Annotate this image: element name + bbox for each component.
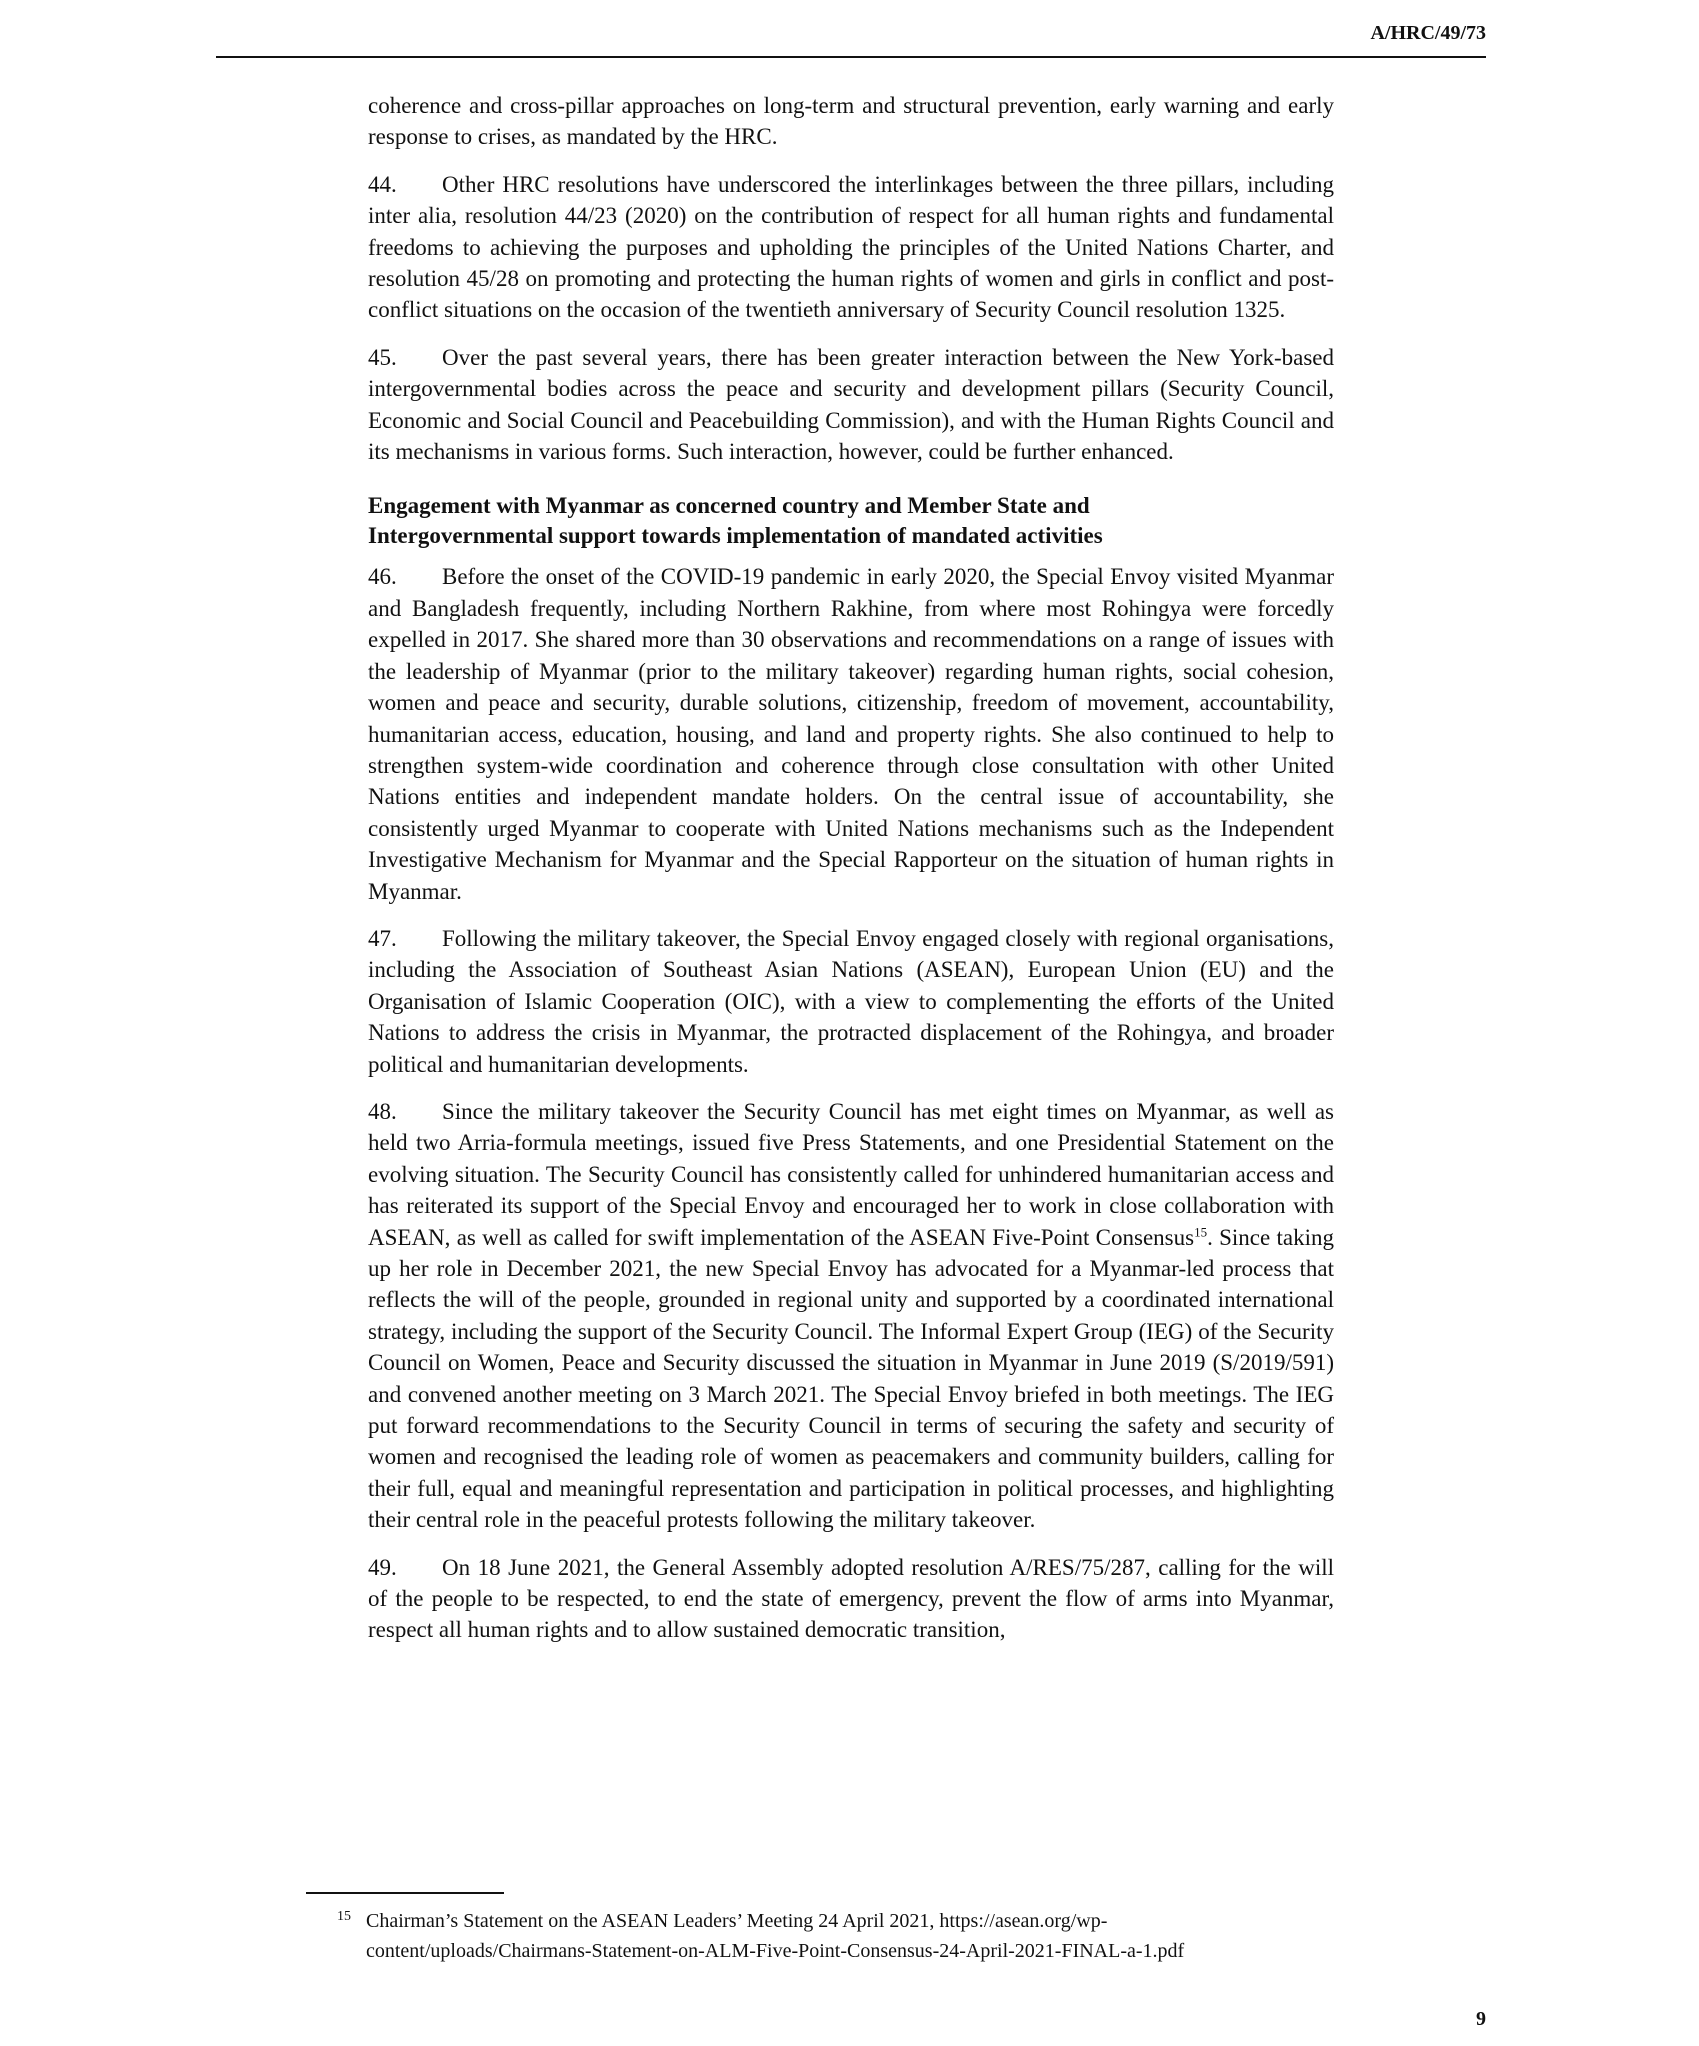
paragraph-number: 46. (368, 564, 397, 590)
document-body (368, 90, 1334, 1662)
paragraph-49 (368, 1552, 1334, 1646)
footnote-mark: 15 (337, 1909, 351, 1924)
paragraph-text: coherence and cross-pillar approaches on long-term and structural prevention, early warning and early response to crises, as mandated by the HRC. (368, 93, 1334, 150)
paragraph-continued (368, 90, 1334, 153)
footnote-separator (306, 1892, 504, 1894)
paragraph-text: . Since taking up her role in December 2021, the new Special Envoy has advocated for a Myanmar-led process that reflects the will of the people, grounded in regional unity and supported by a coordinated international strategy, including the support of the Security Council. The Informal Expert Group (IEG) of the Security Council on Women, Peace and Security discussed the situation in Myanmar in June 2019 (S/2019/591) and convened another meeting on 3 March 2021. The Special Envoy briefed in both meetings. The IEG put forward recommendations to the Security Council in terms of securing the safety and security of women and recognised the leading role of women as peacemakers and community builders, calling for their full, equal and meaningful representation and participation in political processes, and highlighting their central role in the peaceful protests following the military takeover. (368, 1224, 1334, 1533)
paragraph-text: On 18 June 2021, the General Assembly adopted resolution A/RES/75/287, calling for the will of the people to be respected, to end the state of emergency, prevent the flow of arms into Myanmar, respect all human rights and to allow sustained democratic transition, (368, 1554, 1334, 1643)
paragraph-44 (368, 169, 1334, 326)
paragraph-number: 44. (368, 171, 397, 197)
paragraph-46 (368, 561, 1334, 906)
section-heading (368, 491, 1334, 551)
paragraph-48 (368, 1096, 1334, 1536)
paragraph-text: Other HRC resolutions have underscored the interlinkages between the three pillars, including inter alia, resolution 44/23 (2020) on the contribution of respect for all human rights and fundamental freedoms to achieving the purposes and upholding the principles of the United Nations Charter, and resolution 45/28 on promoting and protecting the human rights of women and girls in conflict and post-conflict situations on the occasion of the twentieth anniversary of Security Council resolution 1325. (368, 171, 1334, 323)
footnote-text (338, 1906, 1338, 1966)
footnote-reference[interactable]: 15 (1194, 1223, 1208, 1239)
paragraph-number: 47. (368, 925, 397, 951)
paragraph-number: 49. (368, 1554, 397, 1580)
document-symbol: A/HRC/49/73 (1370, 22, 1486, 44)
footnote-line: Chairman’s Statement on the ASEAN Leaders’ Meeting 24 April 2021, https://asean.org/wp- (366, 1910, 1108, 1932)
paragraph-number: 45. (368, 344, 397, 370)
section-heading-line: Intergovernmental support towards implementation of mandated activities (368, 523, 1103, 549)
page-header (216, 20, 1486, 58)
paragraph-text: Before the onset of the COVID-19 pandemic in early 2020, the Special Envoy visited Myanmar and Bangladesh frequently, including Northern Rakhine, from where most Rohingya were forcedly expelled in 2017. She shared more than 30 observations and recommendations on a range of issues with the leadership of Myanmar (prior to the military takeover) regarding human rights, social cohesion, women and peace and security, durable solutions, citizenship, freedom of movement, accountability, humanitarian access, education, housing, and land and property rights. She also continued to help to strengthen system-wide coordination and coherence through close consultation with other United Nations entities and independent mandate holders. On the central issue of accountability, she consistently urged Myanmar to cooperate with United Nations mechanisms such as the Independent Investigative Mechanism for Myanmar and the Special Rapporteur on the situation of human rights in Myanmar. (368, 564, 1334, 904)
paragraph-text: Since the military takeover the Security Council has met eight times on Myanmar, as well as held two Arria-formula meetings, issued five Press Statements, and one Presidential Statement on the evolving situation. The Security Council has consistently called for unhindered humanitarian access and has reiterated its support of the Special Envoy and encouraged her to work in close collaboration with ASEAN, as well as called for swift implementation of the ASEAN Five-Point Consensus (368, 1098, 1334, 1250)
paragraph-47 (368, 923, 1334, 1080)
paragraph-number: 48. (368, 1098, 397, 1124)
section-heading-line: Engagement with Myanmar as concerned country and Member State and (368, 493, 1090, 519)
paragraph-45 (368, 342, 1334, 468)
footnote-link[interactable]: content/uploads/Chairmans-Statement-on-ALM-Five-Point-Consensus-24-April-2021-FINAL-a-1.pdf (366, 1940, 1185, 1962)
paragraph-text: Following the military takeover, the Special Envoy engaged closely with regional organisations, including the Association of Southeast Asian Nations (ASEAN), European Union (EU) and the Organisation of Islamic Cooperation (OIC), with a view to complementing the efforts of the United Nations to address the crisis in Myanmar, the protracted displacement of the Rohingya, and broader political and humanitarian developments. (368, 925, 1334, 1077)
page-number: 9 (1476, 2008, 1486, 2030)
paragraph-text: Over the past several years, there has been greater interaction between the New York-based intergovernmental bodies across the peace and security and development pillars (Security Council, Economic and Social Council and Peacebuilding Commission), and with the Human Rights Council and its mechanisms in various forms. Such interaction, however, could be further enhanced. (368, 344, 1334, 465)
footnote (338, 1906, 1338, 1966)
